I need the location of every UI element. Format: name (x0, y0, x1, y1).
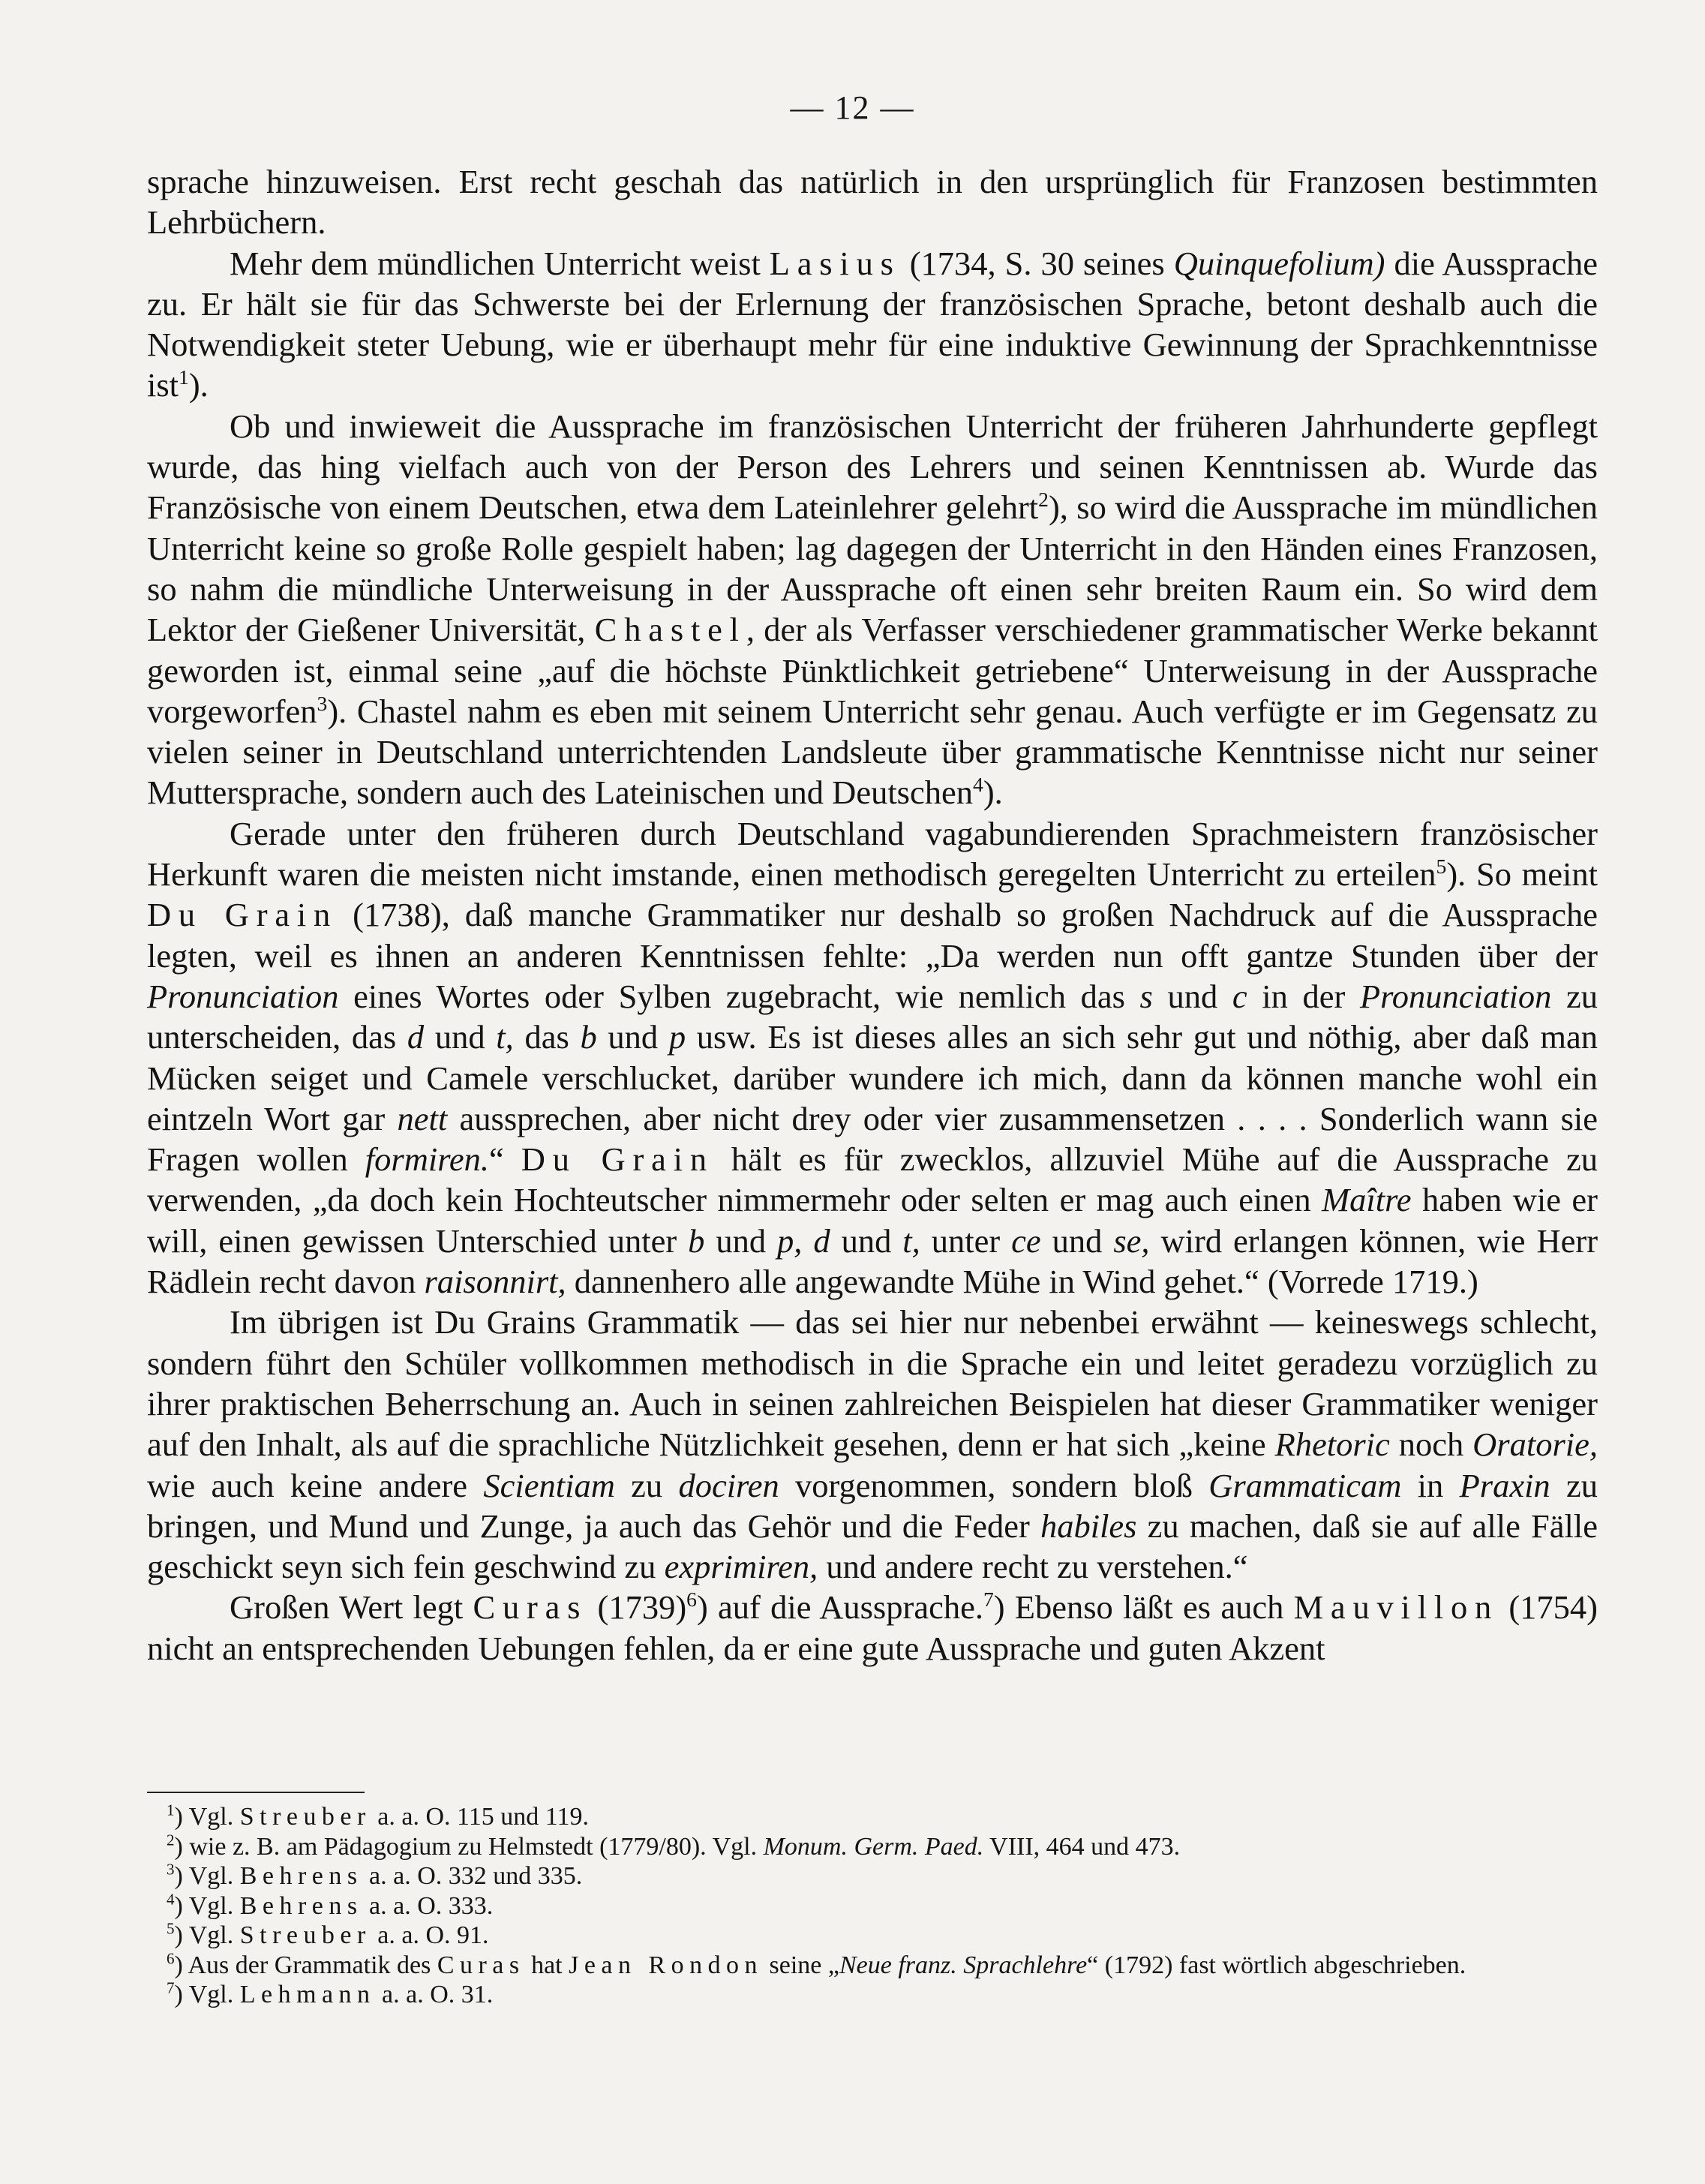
text-run: ) Vgl. (174, 1803, 240, 1831)
text-run: , der als Verfasser verschiedener grammatischer Werke bekannt geworden ist, einmal seine „auf die höchste Pünktlichkeit getriebene“ Unterweisung in der Aussprache vorgeworfen (147, 611, 1598, 730)
body-text (147, 161, 1598, 1669)
text-run: zu unterscheiden, das (147, 977, 1598, 1056)
italic-text: c (1232, 977, 1247, 1015)
paragraph (147, 243, 1598, 406)
footnote-marker: 3 (167, 1860, 175, 1879)
spaced-name: Jean Rondon (569, 1951, 764, 1979)
spaced-name: Lasius (769, 244, 901, 282)
text-run: in der (1247, 977, 1360, 1015)
text-run: (1739) (587, 1588, 687, 1627)
spaced-name: Behrens (239, 1862, 363, 1890)
footnote-marker: 6 (167, 1949, 175, 1968)
text-run: ) Vgl. (174, 1891, 240, 1920)
text-run: zu machen, daß sie auf alle Fälle geschickt seyn sich fein geschwind zu (147, 1507, 1598, 1586)
footnote-marker: 1 (179, 365, 189, 389)
text-run: und (1152, 977, 1232, 1015)
italic-text: b (688, 1221, 705, 1260)
spaced-name: Curas (473, 1588, 588, 1627)
text-run: a. a. O. 332 und 335. (362, 1862, 583, 1890)
footnote-marker: 3 (317, 692, 328, 716)
italic-text: habiles (1040, 1507, 1137, 1545)
italic-text: Neue franz. Sprachlehre (839, 1951, 1088, 1979)
text-run: unter (920, 1221, 1012, 1260)
text-run: haben wie er will, einen gewissen Unterschied unter (147, 1181, 1598, 1260)
text-run: ). Chastel nahm es eben mit seinem Unterricht sehr genau. Auch verfügte er im Gegensatz zu vielen seiner in Deutschland unterrichtenden Landsleute über grammatische Kenntnisse nicht nur seiner Muttersprache, sondern auch des Lateinischen und Deutschen (147, 692, 1598, 812)
text-run: “ (489, 1140, 521, 1179)
spaced-name: Mauvillon (1293, 1588, 1499, 1627)
text-run: noch (1389, 1425, 1473, 1464)
text-run: ). (188, 366, 209, 404)
text-run: zu bringen, und Mund und Zunge, ja auch das Gehör und die Feder (147, 1466, 1598, 1545)
paragraph (147, 406, 1598, 813)
text-run: (1734, S. 30 seines (900, 244, 1174, 282)
text-run: aussprechen, aber nicht drey oder vier zusammensetzen . . . . Sonderlich wann sie Fragen wollen (147, 1099, 1598, 1179)
text-run: seine „ (763, 1951, 839, 1979)
text-run: hält es für zwecklos, allzuviel Mühe auf die Aussprache zu verwenden, „da doch kein Hochteutscher nimmermehr oder selten er mag auch einen (147, 1140, 1598, 1219)
text-run: “ (1792) fast wörtlich abgeschrieben. (1087, 1951, 1466, 1979)
spaced-name: Curas (437, 1951, 525, 1979)
italic-text: t, (902, 1221, 920, 1260)
italic-text: dociren (678, 1466, 779, 1504)
text-run: und andere recht zu verstehen.“ (818, 1548, 1248, 1586)
footnote (167, 1921, 1607, 1951)
text-run: ). (983, 774, 1003, 812)
italic-text: exprimiren, (664, 1548, 818, 1586)
spaced-name: Streuber (239, 1921, 371, 1949)
footnote-marker: 5 (1436, 855, 1447, 879)
italic-text: Praxin (1459, 1466, 1550, 1504)
text-run: hat (524, 1951, 569, 1979)
text-run: Ob und inwieweit die Aussprache im französischen Unterricht der früheren Jahrhunderte gepflegt wurde, das hing vielfach auch von der Person des Lehrers und seinen Kenntnissen ab. Wurde das Französische von einem Deutschen, etwa dem Lateinlehrer gelehrt (147, 407, 1598, 527)
spaced-name: Du Grain (147, 896, 338, 934)
footnote (167, 1802, 1607, 1832)
spaced-name: Chastel (594, 611, 746, 649)
text-run: a. a. O. 31. (375, 1981, 494, 2008)
text-run: ) Aus der Grammatik des (174, 1951, 437, 1979)
paragraph (147, 813, 1598, 1302)
italic-text: p (668, 1018, 686, 1056)
text-run: die Aussprache zu. Er hält sie für das Schwerste bei der Erlernung der französischen Sprache, betont deshalb auch die Notwendigkeit steter Uebung, wie er überhaupt mehr für eine induktive Gewinnung der Sprachkenntnisse ist (147, 244, 1598, 404)
italic-text: Pronunciation (147, 977, 339, 1015)
italic-text: p, d (777, 1221, 830, 1260)
footnote-marker: 1 (167, 1801, 175, 1819)
footnote-marker: 2 (1038, 488, 1049, 512)
footnote-marker: 2 (167, 1831, 175, 1849)
footnote-marker: 7 (983, 1588, 994, 1612)
italic-text: Scientiam (483, 1466, 615, 1504)
italic-text: Quinquefolium) (1173, 244, 1385, 282)
italic-text: raisonnirt, (424, 1263, 566, 1301)
text-run: und (596, 1018, 669, 1056)
footnote-marker: 5 (167, 1919, 175, 1938)
text-run: Gerade unter den früheren durch Deutschland vagabundierenden Sprachmeistern französischer Herkunft waren die meisten nicht imstande, einen methodisch geregelten Unterricht zu erteilen (147, 814, 1598, 894)
text-run: (1738), daß manche Grammatiker nur deshalb so großen Nachdruck auf die Aussprache legten, weil es ihnen an anderen Kenntnissen fehlte: „Da werden nun offt gantze Stunden über der (147, 896, 1598, 975)
italic-text: nett (397, 1099, 448, 1137)
page-number: — 12 — (790, 89, 915, 126)
text-run: a. a. O. 91. (371, 1921, 489, 1949)
text-run: sprache hinzuweisen. Erst recht geschah das natürlich in den ursprünglich für Franzosen bestimmten Lehrbüchern. (147, 163, 1598, 242)
spaced-name: Streuber (239, 1803, 371, 1831)
text-run: und (1040, 1221, 1114, 1260)
italic-text: Monum. Germ. Paed. (763, 1832, 984, 1861)
text-run: ) Ebenso läßt es auch (993, 1588, 1294, 1627)
text-run: a. a. O. 115 und 119. (371, 1803, 590, 1831)
footnote-marker: 4 (973, 773, 983, 797)
text-run: usw. Es ist dieses alles an sich sehr gut und nöthig, aber daß man Mücken seiget und Camele verschlucket, darüber wundere ich mich, dann da können manche wohl ein eintzeln Wort gar (147, 1018, 1598, 1137)
text-run: Im übrigen ist Du Grains Grammatik — das sei hier nur nebenbei erwähnt — keineswegs schlecht, sondern führt den Schüler vollkommen methodisch in die Sprache ein und leitet geradezu vorzüglich zu ihrer praktischen Beherrschung an. Auch in seinen zahlreichen Beispielen hat dieser Grammatiker weniger auf den Inhalt, als auf die sprachliche Nützlichkeit gesehen, denn er hat sich „keine (147, 1303, 1598, 1464)
text-run: a. a. O. 333. (362, 1891, 494, 1920)
spaced-name: Behrens (239, 1891, 363, 1920)
text-run: ) Vgl. (174, 1862, 240, 1890)
text-run: und (830, 1221, 903, 1260)
text-run: Großen Wert legt (230, 1588, 473, 1627)
text-run: ) wie z. B. am Pädagogium zu Helmstedt (1779/80). Vgl. (174, 1832, 764, 1861)
text-run: und (424, 1018, 497, 1056)
text-run: ) Vgl. (174, 1981, 240, 2008)
text-run: Mehr dem mündlichen Unterricht weist (230, 244, 770, 282)
footnotes (167, 1802, 1607, 2010)
text-run: wie auch keine andere (147, 1466, 484, 1504)
footnote (167, 1861, 1607, 1891)
italic-text: Maître (1322, 1181, 1412, 1219)
italic-text: d (407, 1018, 425, 1056)
italic-text: se, (1113, 1221, 1150, 1260)
footnote (167, 1980, 1607, 2010)
text-run: und (704, 1221, 778, 1260)
text-run: ) Vgl. (174, 1921, 240, 1949)
spaced-name: Du Grain (521, 1140, 714, 1179)
text-run: wird erlangen können, wie Herr Rädlein recht davon (147, 1221, 1598, 1301)
italic-text: Rhetoric (1274, 1425, 1390, 1464)
text-run: ). So meint (1446, 855, 1598, 894)
paragraph (147, 1302, 1598, 1587)
italic-text: ce (1011, 1221, 1041, 1260)
text-run: ) auf die Aussprache. (696, 1588, 983, 1627)
text-run: (1754) nicht an entsprechenden Uebungen fehlen, da er eine gute Aussprache und guten Akzent (147, 1588, 1598, 1667)
text-run: VIII, 464 und 473. (983, 1832, 1181, 1861)
italic-text: formiren. (365, 1140, 489, 1179)
footnote-marker: 4 (167, 1890, 175, 1909)
text-run: ), so wird die Aussprache im mündlichen Unterricht keine so große Rolle gespielt haben; lag dagegen der Unterricht in den Händen eines Franzosen, so nahm die mündliche Unterweisung in der Aussprache oft einen sehr breiten Raum ein. So wird dem Lektor der Gießener Universität, (147, 488, 1598, 649)
footnote-marker: 6 (686, 1588, 697, 1612)
text-run: in (1401, 1466, 1460, 1504)
footnote-divider (147, 1792, 365, 1793)
italic-text: s (1139, 977, 1153, 1015)
italic-text: b (580, 1018, 597, 1056)
paragraph (147, 161, 1598, 243)
footnote-marker: 7 (167, 1978, 175, 1997)
text-run: das (513, 1018, 581, 1056)
italic-text: Oratorie, (1472, 1425, 1598, 1464)
italic-text: t, (496, 1018, 514, 1056)
italic-text: Pronunciation (1359, 977, 1552, 1015)
italic-text: Grammaticam (1208, 1466, 1402, 1504)
text-run: vorgenommen, sondern bloß (779, 1466, 1209, 1504)
text-run: zu (614, 1466, 679, 1504)
text-run: dannenhero alle angewandte Mühe in Wind gehet.“ (Vorrede 1719.) (566, 1263, 1478, 1301)
footnote (167, 1832, 1607, 1862)
paragraph (147, 1587, 1598, 1669)
footnote (167, 1891, 1607, 1921)
text-run: eines Wortes oder Sylben zugebracht, wie nemlich das (338, 977, 1140, 1015)
footnote (167, 1951, 1607, 1981)
spaced-name: Lehmann (239, 1981, 376, 2008)
